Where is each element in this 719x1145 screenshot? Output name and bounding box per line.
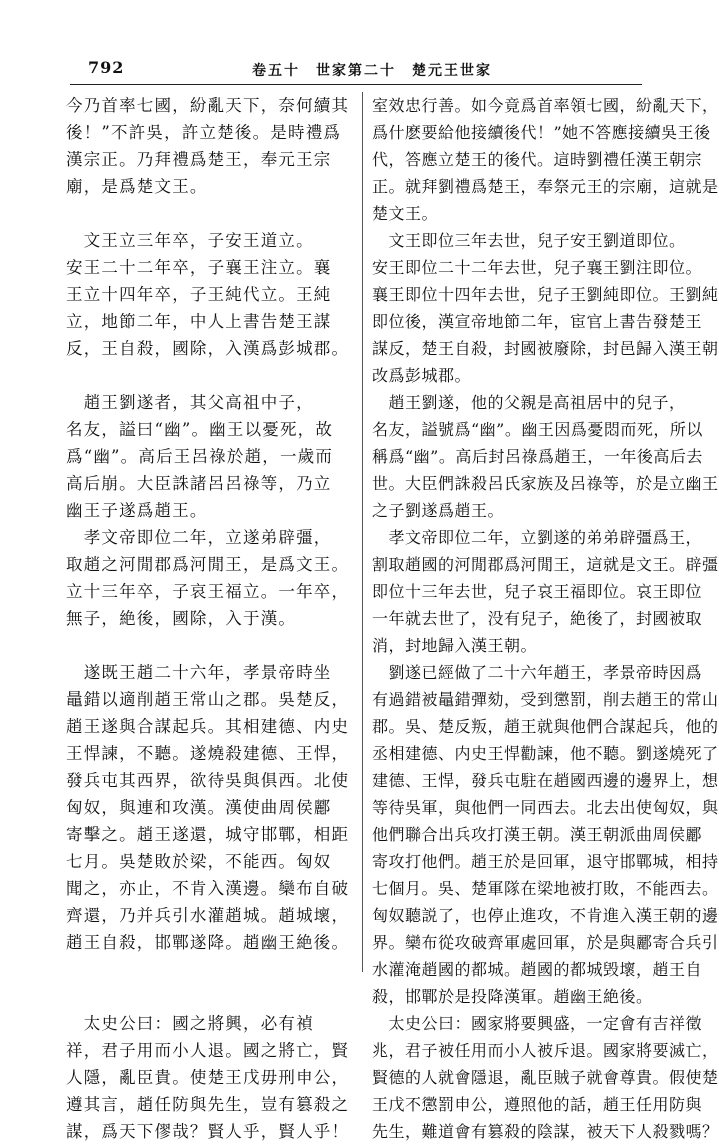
original-paragraph-1: 今乃首率七國，紛亂天下，奈何續其 後！”不許吳，許立楚後。是時禮爲 漢宗正。乃拜禮爲楚王，奉元王宗 廟，是爲楚文王。 xyxy=(66,96,350,196)
original-text-column xyxy=(66,92,350,1141)
running-title: 卷五十 世家第二十 楚元王世家 xyxy=(252,63,492,79)
page-number: 792 xyxy=(88,58,125,77)
translation-paragraph-3: 趙王劉遂，他的父親是高祖居中的兒子， 名友，謚號爲“幽”。幽王因爲憂悶而死，所以 稱爲“幽”。高后封呂祿爲趙王，一年後高后去 世。大臣們誅殺呂氏家族及呂祿等，於是立幽王 之子劉遂爲趙王。 xyxy=(372,393,719,520)
original-paragraph-6: 太史公曰：國之將興，必有禎 祥，君子用而小人退。國之將亡，賢 人隱，亂臣貴。使楚王戊毋刑申公， 遵其言，趙任防與先生，豈有篡殺之 謀，爲天下僇哉？賢人乎，賢人乎！ xyxy=(66,1014,350,1141)
original-paragraph-4: 孝文帝即位二年，立遂弟辟彊， 取趙之河閒郡爲河閒王，是爲文王。 立十三年卒，子哀王福立。一年卒， 無子，絶後，國除，入于漢。 xyxy=(66,528,350,628)
original-paragraph-3: 趙王劉遂者，其父高祖中子， 名友，謚曰“幽”。幽王以憂死，故 爲“幽”。高后王呂祿於趙，一歲而 高后崩。大臣誅諸呂呂祿等，乃立 幽王子遂爲趙王。 xyxy=(66,393,334,520)
translation-paragraph-2: 文王即位三年去世，兒子安王劉道即位。 安王即位二十二年去世，兒子襄王劉注即位。 襄王即位十四年去世，兒子王劉純即位。王劉純 即位後，漢宣帝地節二年，宦官上書告發楚王 謀反，楚王自殺，封國被廢除，封邑歸入漢王朝 改爲彭城郡。 xyxy=(372,231,719,385)
text-columns xyxy=(66,92,719,1141)
translation-paragraph-4: 孝文帝即位二年，立劉遂的弟弟辟彊爲王， 割取趙國的河閒郡爲河閒王，這就是文王。辟彊 即位十三年去世，兒子哀王福即位。哀王即位 一年就去世了，没有兒子，絶後了，封國被取 消，封地歸入漢王朝。 xyxy=(372,528,719,655)
page-header xyxy=(0,0,716,80)
translation-paragraph-6: 太史公曰：國家將要興盛，一定會有吉祥徵 兆，君子被任用而小人被斥退。國家將要滅亡， 賢德的人就會隱退，亂臣賊子就會尊貴。假使楚 王戊不懲罰申公，遵照他的話，趙王任用防與 先生，難道會有篡殺的陰謀，被天下人殺戮嗎？ xyxy=(372,1014,719,1141)
translation-paragraph-1: 室效忠行善。如今竟爲首率領七國，紛亂天下， 爲什麽要給他接續後代！”她不答應接續吳王後 代，答應立楚王的後代。這時劉禮任漢王朝宗 正。就拜劉禮爲楚王，奉祭元王的宗廟，這就是 楚文王。 xyxy=(372,96,719,223)
translation-paragraph-5: 劉遂已經做了二十六年趙王，孝景帝時因爲 有過錯被鼂錯彈劾，受到懲罰，削去趙王的常山 郡。吳、楚反叛，趙王就與他們合謀起兵，他的 丞相建德、内史王悍勸諫，他不聽。劉遂燒死了 建德、王悍，發兵屯駐在趙國西邊的邊界上，想 等待吳軍，與他們一同西去。北去出使匈奴，與 他們聯合出兵攻打漢王朝。漢王朝派曲周侯酈 寄攻打他們。趙王於是回軍，退守邯鄲城，相持 七個月。吳、楚軍隊在梁地被打敗，不能西去。 匈奴聽説了，也停止進攻，不肯進入漢王朝的邊 界。欒布從攻破齊軍處回軍，於是與酈寄合兵引 水灌淹趙國的都城。趙國的都城毁壞，趙王自 殺，邯鄲於是投降漢軍。趙幽王絶後。 xyxy=(372,663,719,1006)
column-divider xyxy=(362,92,363,972)
header-rule xyxy=(70,84,642,85)
original-paragraph-2: 文王立三年卒，子安王道立。 安王二十二年卒，子襄王注立。襄 王立十四年卒，子王純代立。王純 立，地節二年，中人上書告楚王謀 反，王自殺，國除，入漢爲彭城郡。 xyxy=(66,231,350,358)
translation-column xyxy=(372,92,719,1141)
original-paragraph-5: 遂既王趙二十六年，孝景帝時坐 鼂錯以適削趙王常山之郡。吳楚反， 趙王遂與合謀起兵。其相建德、内史 王悍諫，不聽。遂燒殺建德、王悍， 發兵屯其西界，欲待吳與俱西。北使 匈奴，與連和攻漢。漢使曲周侯酈 寄擊之。趙王遂還，城守邯鄲，相距 七月。吳楚敗於梁，不能西。匈奴 聞之，亦止，不肯入漢邊。欒布自破 齊還，乃并兵引水灌趙城。趙城壞， 趙王自殺，邯鄲遂降。趙幽王絶後。 xyxy=(66,663,350,952)
